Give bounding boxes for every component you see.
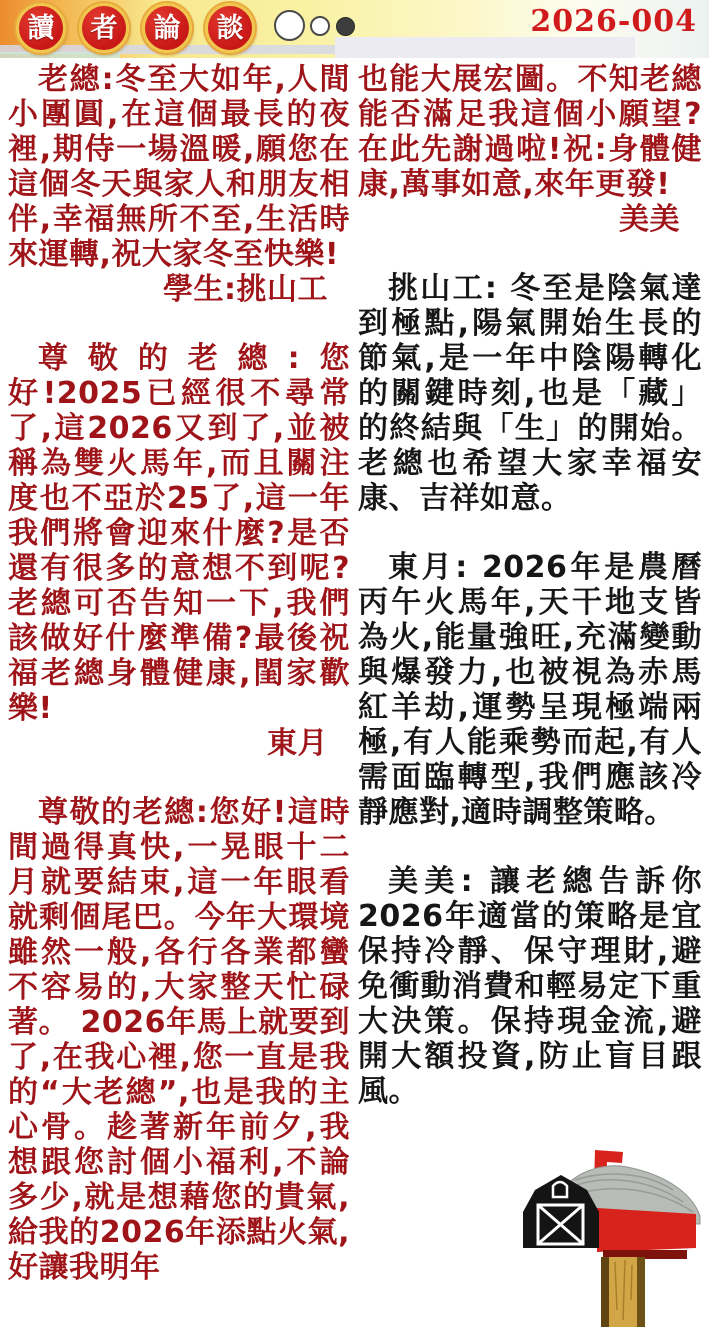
masthead-badge-4 xyxy=(205,3,255,53)
letter-signature-meimei: 美美 xyxy=(619,202,680,237)
letter-paragraph-3-continued: 也能大展宏圖。不知老總能否滿足我這個小願望?在此先謝過啦!祝:身體健康,萬事如意,來年更發! xyxy=(358,62,702,202)
masthead-title xyxy=(16,3,255,53)
masthead-badge-char: 者 xyxy=(90,12,118,44)
decorative-dot-filled-icon xyxy=(336,17,355,36)
right-column xyxy=(358,62,702,1109)
left-column xyxy=(8,62,350,1285)
masthead-badge-char: 讀 xyxy=(27,12,55,44)
masthead-badge-char: 談 xyxy=(216,12,244,44)
letter-paragraph-1: 老總:冬至大如年,人間小團圓,在這個最長的夜裡,期侍一場溫暖,願您在這個冬天與家人和朋友相伴,幸福無所不至,生活時來運轉,祝大家冬至快樂! xyxy=(8,62,350,272)
banner-gray-strip xyxy=(335,37,635,58)
editor-reply-meimei: 美美: 讓老總告訴你2026年適當的策略是宜保持冷靜、保守理財,避免衝動消費和輕易定下重大決策。保持現金流,避開大額投資,防止盲目跟風。 xyxy=(358,864,702,1109)
masthead-badge-3 xyxy=(142,3,192,53)
letter-signature-dongyue: 東月 xyxy=(267,726,328,761)
decorative-dot-large-icon xyxy=(274,10,305,41)
letter-signature-tiaoshangong: 學生:挑山工 xyxy=(163,272,328,307)
barn-mailbox-icon xyxy=(505,1150,703,1327)
mailbox-illustration xyxy=(505,1150,703,1327)
masthead xyxy=(0,0,709,58)
issue-number: 2026-004 xyxy=(530,4,697,39)
masthead-badge-char: 論 xyxy=(153,12,181,44)
letter-paragraph-3: 尊敬的老總:您好!這時間過得真快,一晃眼十二月就要結束,這一年眼看就剩個尾巴。今年大環境雖然一般,各行各業都蠻不容易的,大家整天忙碌著。 2026年馬上就要到了,在我心裡,您一直是我的“大老總”,也是我的主心骨。趁著新年前夕,我想跟您討個小福利,不論多少,就是想藉您的貴氣,給我的2026年添點火氣,好讓我明年 xyxy=(8,795,350,1285)
decorative-dot-small-icon xyxy=(310,16,330,36)
editor-reply-dongyue: 東月: 2026年是農曆丙午火馬年,天干地支皆為火,能量強旺,充滿變動與爆發力,也被視為赤馬紅羊劫,運勢呈現極端兩極,有人能乘勢而起,有人需面臨轉型,我們應該冷靜應對,適時調整策略。 xyxy=(358,550,702,830)
masthead-badge-2 xyxy=(79,3,129,53)
editor-reply-tiaoshangong: 挑山工: 冬至是陰氣達到極點,陽氣開始生長的節氣,是一年中陰陽轉化的關鍵時刻,也是「藏」的終結與「生」的開始。老總也希望大家幸福安康、吉祥如意。 xyxy=(358,271,702,516)
letter-paragraph-2: 尊敬的老總:您好!2025已經很不尋常了,這2026又到了,並被稱為雙火馬年,而且關注度也不亞於25了,這一年我們將會迎來什麼?是否還有很多的意想不到呢?老總可否告知一下,我們該做好什麼準備?最後祝福老總身體健康,閨家歡樂! xyxy=(8,341,350,726)
masthead-badge-1 xyxy=(16,3,66,53)
